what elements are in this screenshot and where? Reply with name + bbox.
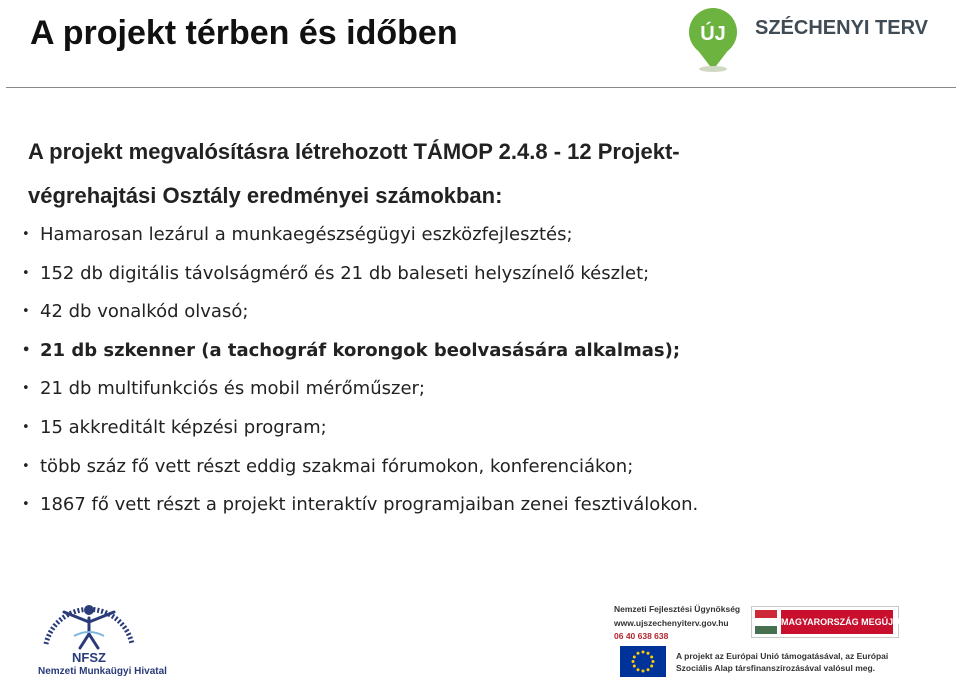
list-item: • 1867 fő vett részt a projekt interaktív programjaiban zenei fesztiválokon.	[22, 486, 952, 525]
lead-line-2: végrehajtási Osztály eredményei számokban:	[28, 183, 503, 208]
list-item: • több száz fő vett részt eddig szakmai fórumokon, konferenciákon;	[22, 448, 952, 487]
list-item: • 21 db multifunkciós és mobil mérőműszer;	[22, 370, 952, 409]
list-item: • Hamarosan lezárul a munkaegészségügyi eszközfejlesztés;	[22, 216, 952, 255]
list-item: • 42 db vonalkód olvasó;	[22, 293, 952, 332]
lead-text	[28, 130, 908, 218]
badge-text: MAGYARORSZÁG MEGÚJUL	[781, 610, 893, 634]
list-item: • 15 akkreditált képzési program;	[22, 409, 952, 448]
results-list	[22, 216, 952, 525]
header-divider	[6, 87, 956, 88]
slide-title: A projekt térben és időben	[30, 14, 458, 52]
lead-line-1: A projekt megvalósításra létrehozott TÁMOP 2.4.8 - 12 Projekt-	[28, 139, 680, 164]
eu-flag-icon	[620, 646, 666, 677]
nfu-url: www.ujszechenyiterv.gov.hu	[614, 618, 729, 628]
magyarorszag-megujul-badge	[751, 606, 906, 638]
eu-funding-note	[676, 650, 888, 674]
eu-note-line-1: A projekt az Európai Unió támogatásával, az Európai	[676, 651, 889, 661]
nfsz-abbr: NFSZ	[72, 650, 106, 665]
nfu-phone: 06 40 638 638	[614, 631, 669, 641]
eu-note-line-2: Szociális Alap társfinanszírozásával valósul meg.	[676, 663, 876, 673]
nfsz-emblem-icon	[34, 592, 144, 652]
list-item: • 152 db digitális távolságmérő és 21 db baleseti helyszínelő készlet;	[22, 255, 952, 294]
uj-pin-label: ÚJ	[700, 23, 726, 45]
nfsz-name: Nemzeti Munkaügyi Hivatal	[38, 666, 167, 677]
szechenyi-terv-logo	[685, 6, 928, 68]
nfu-name: Nemzeti Fejlesztési Ügynökség	[614, 604, 741, 614]
eu-stars-icon	[620, 646, 666, 677]
brand-name: SZÉCHENYI TERV	[755, 17, 928, 39]
funding-logos	[614, 598, 960, 686]
nfsz-logo	[34, 592, 167, 682]
list-item: • 21 db szkenner (a tachográf korongok beolvasására alkalmas);	[22, 332, 952, 371]
hungarian-flag-icon	[755, 610, 777, 634]
uj-pin-icon	[685, 6, 747, 72]
